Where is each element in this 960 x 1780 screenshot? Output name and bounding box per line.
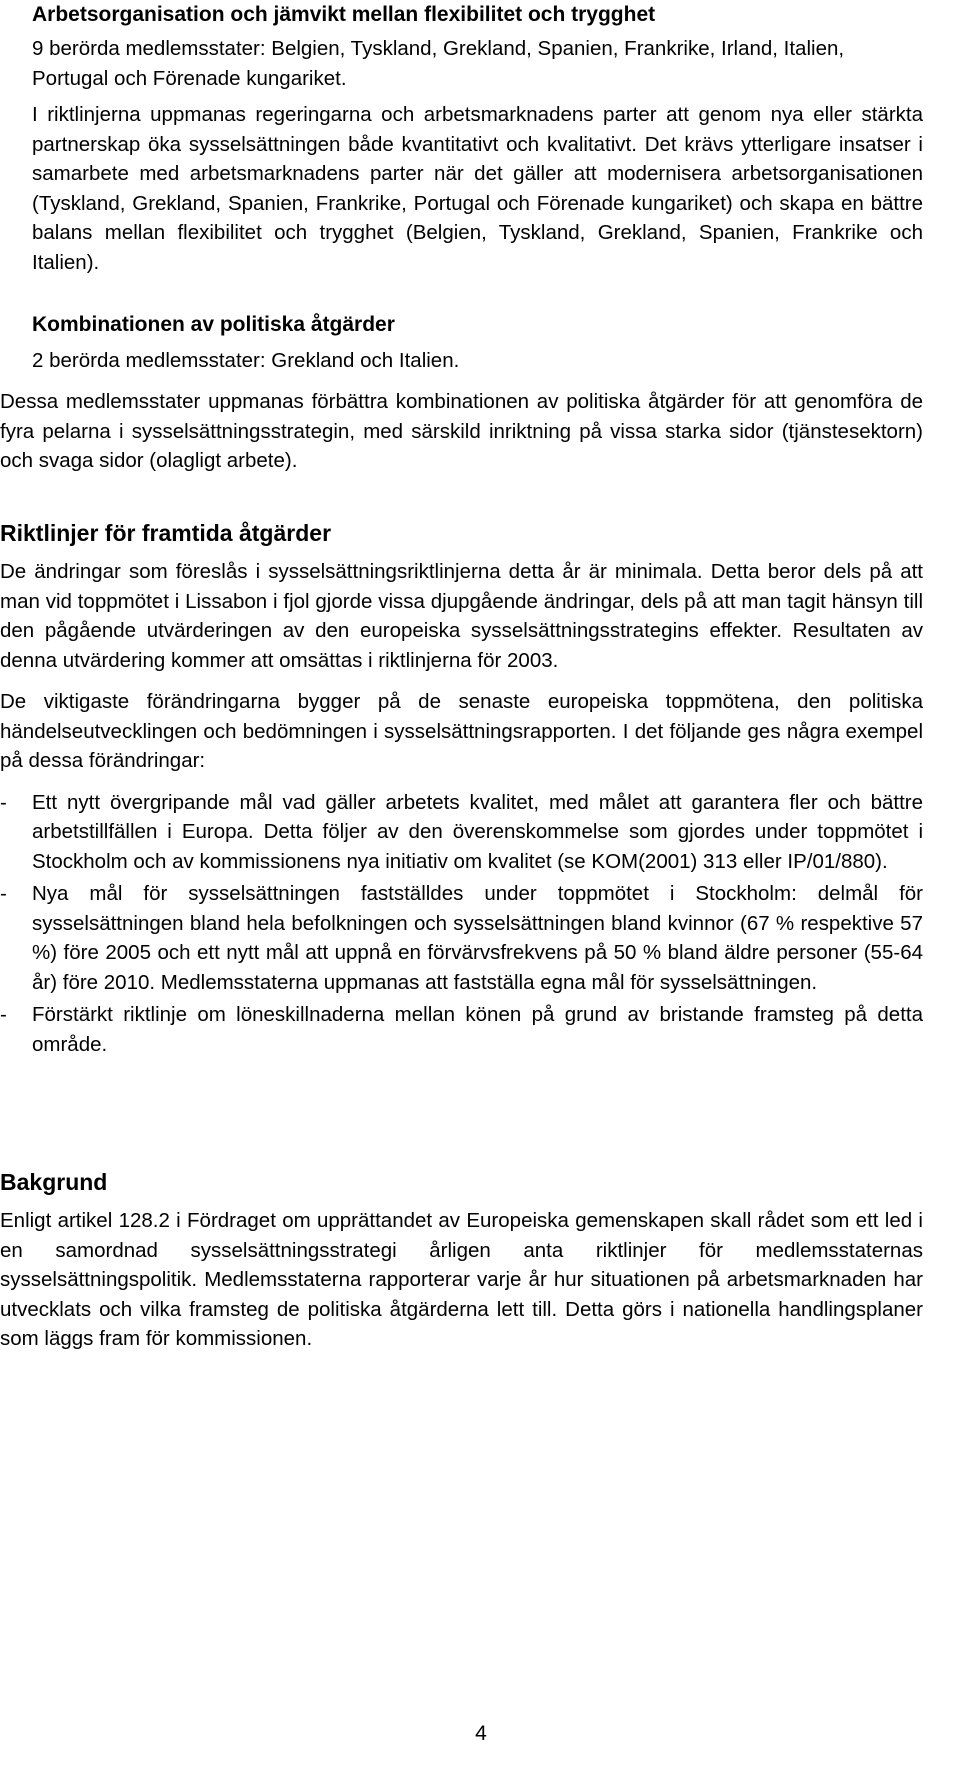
section-policy-mix-body: [0, 387, 923, 476]
affected-member-states: 9 berörda medlemsstater: Belgien, Tyskland, Grekland, Spanien, Frankrike, Irland, Italien, Portugal och Förenade kungariket.: [32, 37, 845, 90]
changes-list: [0, 788, 923, 1060]
section-future-guidelines: [0, 518, 923, 1059]
section-heading: Kombinationen av politiska åtgärder: [32, 313, 395, 336]
list-marker: -: [0, 1003, 7, 1026]
list-marker: -: [0, 790, 7, 814]
section-heading: Arbetsorganisation och jämvikt mellan flexibilitet och trygghet: [32, 3, 656, 26]
list-marker: -: [0, 882, 7, 905]
section-body: Dessa medlemsstater uppmanas förbättra kombinationen av politiska åtgärder för att genomföra de fyra pelarna i sysselsättningsstrategin, med särskild inriktning på vissa starka sidor (tjänstesektorn) och svaga sidor (olagligt arbete).: [0, 390, 923, 472]
section-body: I riktlinjerna uppmanas regeringarna och arbetsmarknadens parter att genom nya eller stärkta partnerskap öka sysselsättningen både kvantitativt och kvalitativt. Det krävs ytterligare insatser i samarbete med arbetsmarknadens parter när det gäller att modernisera arbetsorganisationen (Tyskland, Grekland, Spanien, Frankrike, Portugal och Förenade kungariket) och skapa en bättre balans mellan flexibilitet och trygghet (Belgien, Tyskland, Grekland, Spanien, Frankrike och Italien).: [32, 103, 923, 274]
affected-member-states: 2 berörda medlemsstater: Grekland och Italien.: [32, 349, 460, 372]
section-background: [0, 1167, 923, 1354]
list-item: [0, 879, 923, 997]
section-body: Enligt artikel 128.2 i Fördraget om upprättandet av Europeiska gemenskapen skall rådet som ett led i en samordnad sysselsättningsstrategi årligen anta riktlinjer för medlemsstaternas sysselsättningspolitik. Medlemsstaterna rapporterar varje år hur situationen på arbetsmarknaden har utvecklats och vilka framsteg de politiska åtgärderna lett till. Detta görs i nationella handlingsplaner som läggs fram för kommissionen.: [0, 1209, 923, 1350]
section-paragraph: De ändringar som föreslås i sysselsättningsriktlinjerna detta år är minimala. Detta beror dels på att man vid toppmötet i Lissabon i fjol gjorde vissa djupgående ändringar, dels på att man tagit hänsyn till den pågående utvärderingen av den europeiska sysselsättningsstrategins effekter. Resultaten av denna utvärdering kommer att omsättas i riktlinjerna för 2003.: [0, 560, 923, 672]
section-heading: Riktlinjer för framtida åtgärder: [0, 520, 332, 546]
list-item-text: Nya mål för sysselsättningen fastställdes under toppmötet i Stockholm: delmål för sysselsättningen bland hela befolkningen och sysselsättningen bland kvinnor (67 % respektive 57 %) före 2005 och ett nytt mål att uppnå en förvärvsfrekvens på 50 % bland äldre personer (55-64 år) före 2010. Medlemsstaterna uppmanas att fastställa egna mål för sysselsättningen.: [32, 882, 923, 994]
list-item: [0, 788, 923, 877]
page-number-value: 4: [475, 1722, 487, 1745]
section-paragraph: De viktigaste förändringarna bygger på de senaste europeiska toppmötena, den politiska händelseutvecklingen och bedömningen i sysselsättningsrapporten. I det följande ges några exempel på dessa förändringar:: [0, 690, 923, 772]
section-work-organisation: [32, 0, 923, 277]
list-item-text: Förstärkt riktlinje om löneskillnaderna mellan könen på grund av bristande framsteg på detta område.: [32, 1003, 923, 1056]
list-item-text: Ett nytt övergripande mål vad gäller arbetets kvalitet, med målet att garantera fler och bättre arbetstillfällen i Europa. Detta följer av den överenskommelse som gjordes under toppmötet i Stockholm och av kommissionens nya initiativ om kvalitet (se KOM(2001) 313 eller IP/01/880).: [32, 790, 923, 873]
list-item: [0, 1000, 923, 1059]
section-heading: Bakgrund: [0, 1169, 108, 1195]
section-policy-mix: [0, 310, 923, 376]
page-number: [0, 1719, 923, 1749]
